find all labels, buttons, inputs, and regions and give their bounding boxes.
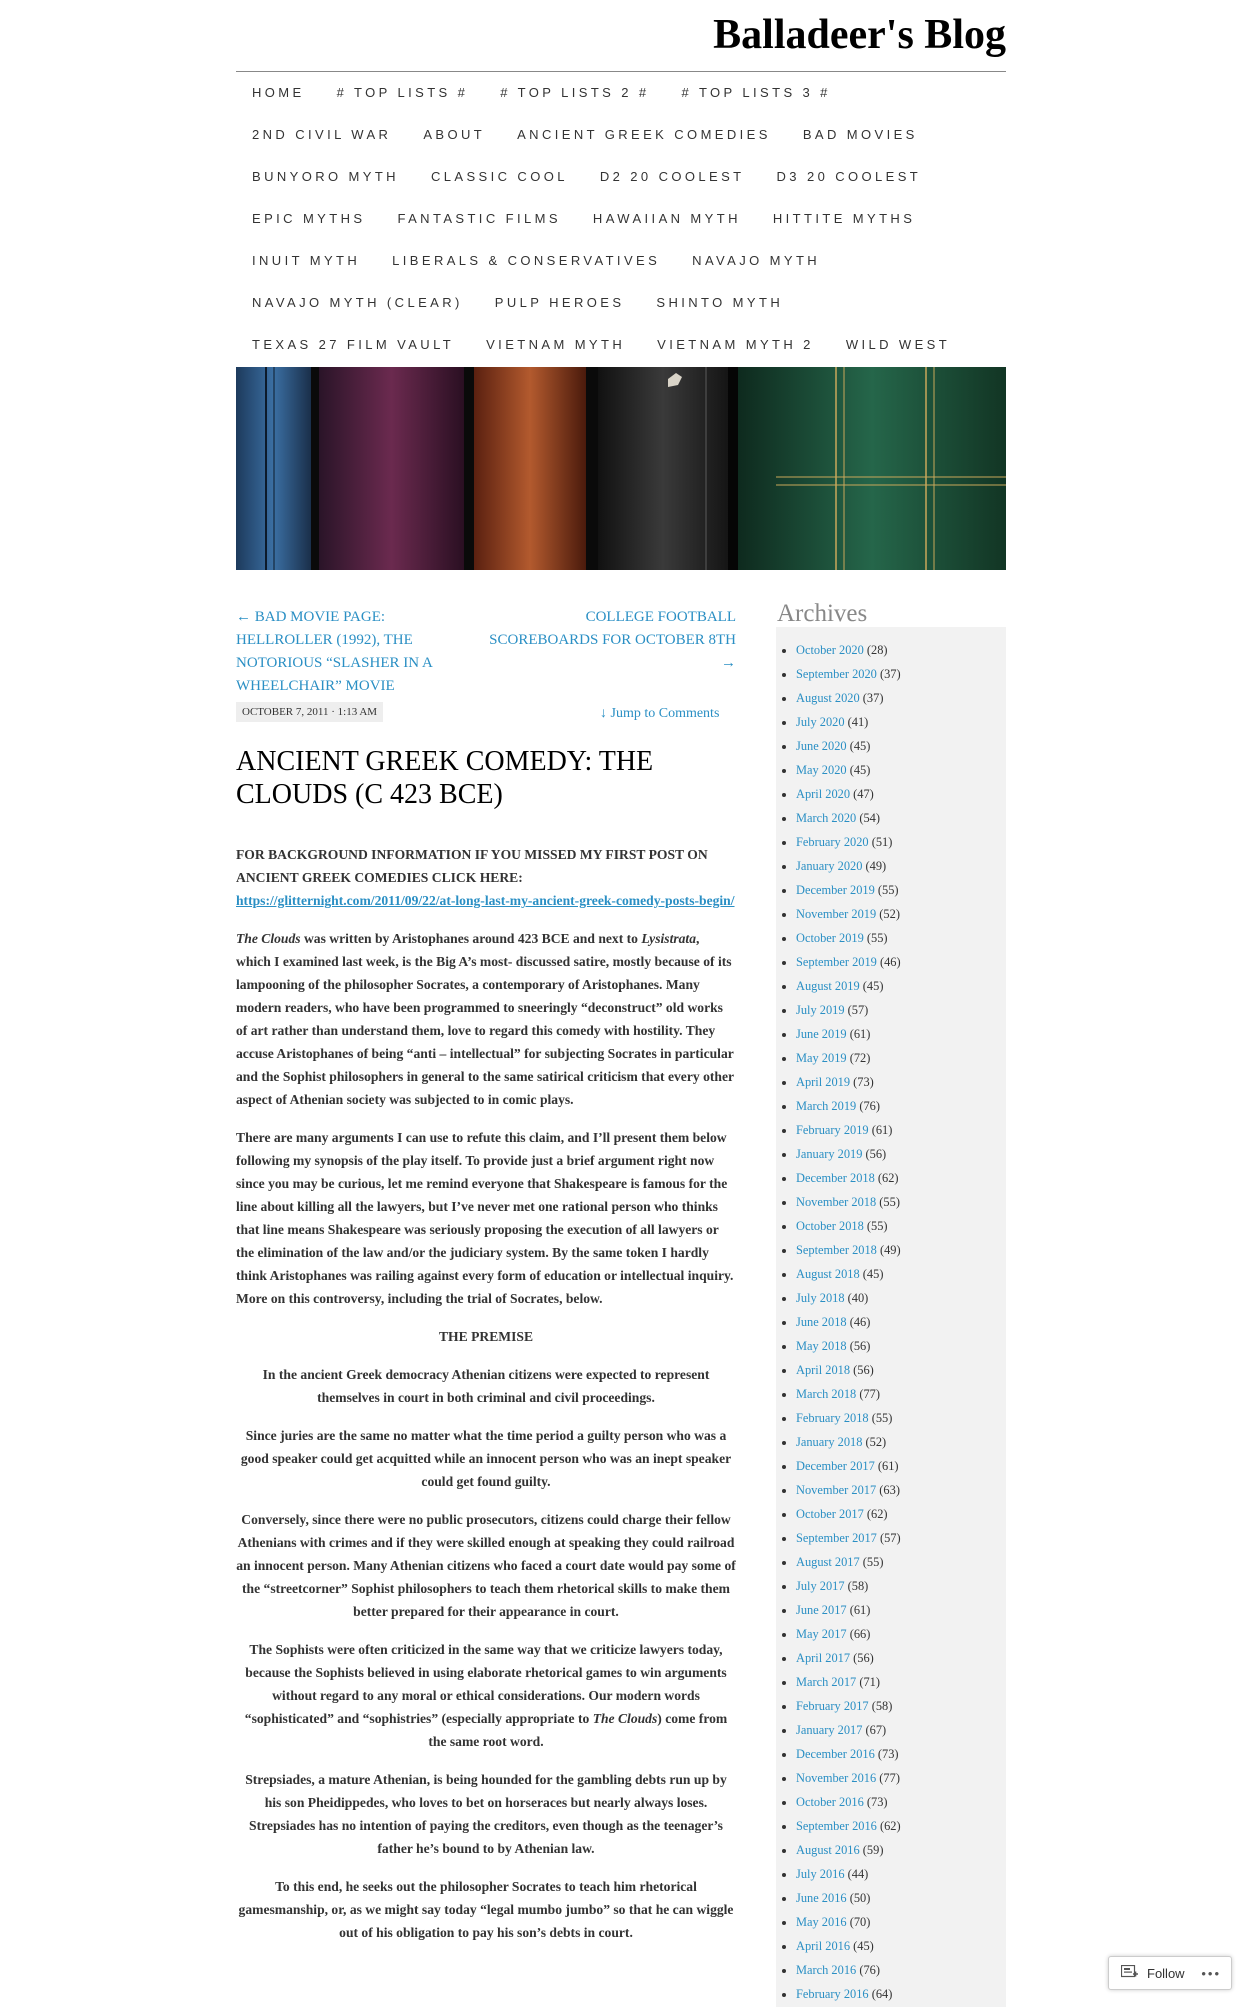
premise-paragraph-4 [236,1638,736,1753]
archive-month-link[interactable]: May 2018 [796,1339,847,1353]
archive-item [796,686,901,710]
archive-item [796,1526,901,1550]
archive-month-link[interactable]: August 2016 [796,1843,860,1857]
archive-month-link[interactable]: November 2018 [796,1195,877,1209]
archive-month-link[interactable]: January 2019 [796,1147,863,1161]
archive-month-link[interactable]: July 2016 [796,1867,845,1881]
archive-count: (62) [866,1507,888,1521]
intro-text: FOR BACKGROUND INFORMATION IF YOU MISSED MY FIRST POST ON ANCIENT GREEK COMEDIES CLICK HERE: [236,847,708,885]
archive-month-link[interactable]: November 2017 [796,1483,877,1497]
archives-title: Archives [777,600,868,627]
archive-count: (41) [847,715,869,729]
premise-paragraph-2: Since juries are the same no matter what the time period a guilty person who was a good speaker could get acquitted while an innocent person who was an inept speaker could get found guilty. [240,1428,732,1489]
nav-item[interactable]: LIBERALS & CONSERVATIVES [392,253,661,268]
archive-item [796,1214,901,1238]
follow-button[interactable] [1108,1956,1232,1990]
archive-item [796,1646,901,1670]
archive-month-link[interactable]: October 2020 [796,643,864,657]
archive-item [796,1046,901,1070]
archive-month-link[interactable]: March 2016 [796,1963,857,1977]
archive-item [796,1550,901,1574]
nav-item[interactable]: NAVAJO MYTH [692,253,821,268]
archive-count: (56) [853,1363,874,1377]
archive-item [796,926,901,950]
main-nav [236,72,1006,366]
archive-count: (61) [877,1459,899,1473]
archive-month-link[interactable]: August 2019 [796,979,860,993]
archive-item [796,1094,901,1118]
archive-month-link[interactable]: January 2020 [796,859,863,873]
archive-month-link[interactable]: June 2020 [796,739,847,753]
archive-item [796,1766,901,1790]
post-title: ANCIENT GREEK COMEDY: THE CLOUDS (C 423 BCE) [236,746,654,810]
archive-item [796,1070,901,1094]
archive-month-link[interactable]: March 2020 [796,811,857,825]
archive-item [796,638,901,662]
archive-month-link[interactable]: December 2016 [796,1747,875,1761]
archive-count: (28) [866,643,888,657]
archive-count: (61) [871,1123,893,1137]
archive-item [796,830,901,854]
archive-count: (46) [849,1315,871,1329]
archive-item [796,1790,901,1814]
premise-4-text-b: ) come from the same root word. [428,1711,728,1749]
archive-month-link[interactable]: April 2018 [796,1363,851,1377]
archive-item [796,1358,901,1382]
archive-month-link[interactable]: April 2019 [796,1075,851,1089]
archive-item [796,1958,901,1982]
archive-month-link[interactable]: March 2018 [796,1387,857,1401]
premise-heading: THE PREMISE [438,1329,534,1344]
nav-item[interactable]: VIETNAM MYTH [486,337,626,352]
archive-item [796,1334,901,1358]
archive-month-link[interactable]: October 2017 [796,1507,864,1521]
archive-item [796,782,901,806]
archive-count: (71) [859,1675,880,1689]
archive-count: (56) [865,1147,887,1161]
archive-count: (77) [859,1387,880,1401]
archive-month-link[interactable]: March 2017 [796,1675,857,1689]
archive-month-link[interactable]: November 2019 [796,907,877,921]
post-date: OCTOBER 7, 2011 · 1:13 AM [236,702,383,722]
archive-month-link[interactable]: February 2016 [796,1987,869,2001]
archive-month-link[interactable]: January 2018 [796,1435,863,1449]
archive-item [796,1502,901,1526]
nav-item[interactable]: HAWAIIAN MYTH [592,211,741,226]
archive-item [796,902,901,926]
archive-item [796,998,901,1022]
archive-month-link[interactable]: February 2018 [796,1411,869,1425]
archive-count: (59) [862,1843,884,1857]
archive-item [796,1142,901,1166]
archive-count: (54) [859,811,880,825]
archive-month-link[interactable]: July 2019 [796,1003,845,1017]
archive-month-link[interactable]: October 2016 [796,1795,864,1809]
archive-month-link[interactable]: March 2019 [796,1099,857,1113]
archive-item [796,1310,901,1334]
archive-item [796,1814,901,1838]
archive-count: (72) [849,1051,871,1065]
intro-paragraph [236,843,736,912]
archive-count: (73) [877,1747,899,1761]
archive-item [796,1406,901,1430]
archive-count: (58) [871,1699,893,1713]
archive-item [796,1166,901,1190]
archive-item [796,1838,901,1862]
nav-item[interactable]: 2ND CIVIL WAR [252,127,392,142]
archive-item [796,1886,901,1910]
archive-item [796,1190,901,1214]
archive-month-link[interactable]: February 2017 [796,1699,869,1713]
archive-count: (45) [853,1939,874,1953]
premise-4-text-a: The Sophists were often criticized in the same way that we criticize lawyers today, because the Sophists believed in using elaborate rhetorical games to win arguments without regard to any moral or ethical considerations. Our modern words “sophisticated” and “sophistries” (especially appropriate to [244,1642,727,1726]
archive-count: (67) [865,1723,887,1737]
archive-month-link[interactable]: September 2019 [796,955,877,969]
nav-item[interactable]: BAD MOVIES [802,127,918,142]
archive-item [796,1718,901,1742]
header-image-books [236,367,1006,570]
archive-count: (62) [877,1171,899,1185]
nav-item[interactable]: D3 20 COOLEST [776,169,922,184]
archive-month-link[interactable]: October 2018 [796,1219,864,1233]
nav-item[interactable]: ANCIENT GREEK COMEDIES [517,127,771,142]
archive-count: (58) [847,1579,869,1593]
archive-count: (63) [879,1483,900,1497]
archive-item [796,1934,901,1958]
archive-count: (57) [879,1531,901,1545]
nav-item[interactable]: BUNYORO MYTH [252,169,399,184]
archive-item [796,1622,901,1646]
archive-item [796,758,901,782]
archive-month-link[interactable]: April 2020 [796,787,851,801]
archive-month-link[interactable]: August 2018 [796,1267,860,1281]
archive-month-link[interactable]: June 2019 [796,1027,847,1041]
archive-month-link[interactable]: February 2020 [796,835,869,849]
nav-item[interactable]: HOME [252,85,305,100]
archive-count: (64) [871,1987,893,2001]
archive-item [796,662,901,686]
archive-month-link[interactable]: June 2016 [796,1891,847,1905]
play-title-clouds: The Clouds [592,1711,658,1726]
archive-count: (45) [849,739,871,753]
play-title-lysistrata: Lysistrata [641,931,697,946]
archive-count: (37) [879,667,901,681]
archive-count: (61) [849,1603,871,1617]
archive-month-link[interactable]: September 2016 [796,1819,877,1833]
follow-icon [1121,1965,1139,1981]
archive-count: (73) [866,1795,888,1809]
archive-count: (46) [879,955,901,969]
archive-count: (50) [849,1891,871,1905]
premise-paragraph-1: In the ancient Greek democracy Athenian citizens were expected to represent themselves in court in both criminal and civil proceedings. [262,1367,710,1405]
archive-count: (51) [871,835,893,849]
archive-item [796,1478,901,1502]
site-title[interactable]: Balladeer's Blog [713,12,1006,58]
archive-month-link[interactable]: October 2019 [796,931,864,945]
archive-month-link[interactable]: September 2017 [796,1531,877,1545]
archive-item [796,1454,901,1478]
archive-month-link[interactable]: August 2017 [796,1555,860,1569]
archive-count: (77) [879,1771,900,1785]
archive-month-link[interactable]: May 2019 [796,1051,847,1065]
premise-paragraph-6: To this end, he seeks out the philosopher Socrates to teach him rhetorical gamesmanship, or, as we might say today “legal mumbo jumbo” so that he can wiggle out of his obligation to pay his son’s debts in court. [238,1879,734,1940]
archive-item [796,1694,901,1718]
play-title: The Clouds [236,931,301,946]
archive-month-link[interactable]: December 2019 [796,883,875,897]
archive-count: (56) [853,1651,874,1665]
archive-count: (45) [862,979,884,993]
nav-item[interactable]: VIETNAM MYTH 2 [657,337,814,352]
archive-month-link[interactable]: August 2020 [796,691,860,705]
archive-item [796,854,901,878]
archive-count: (55) [877,883,899,897]
archive-count: (49) [865,859,887,873]
nav-item[interactable]: NAVAJO MYTH (CLEAR) [252,295,463,310]
archive-count: (55) [862,1555,884,1569]
more-options-icon[interactable]: ••• [1201,1965,1221,1981]
archive-month-link[interactable]: May 2017 [796,1627,847,1641]
paragraph-1-text-b: , which I examined last week, is the Big A’s most- discussed satire, mostly because of its lampooning of the philosopher Socrates, a contemporary of Aristophanes. Many modern readers, who have been programmed to sneeringly “deconstruct” old works of art rather than understand them, love to regard this comedy with hostility. They accuse Aristophanes of being “anti – intellectual” for subjecting Socrates in particular and the Sophist philosophers in general to the same satirical criticism that every other aspect of Athenian society was subjected to in comic plays. [236,931,734,1107]
archive-count: (62) [879,1819,901,1833]
archive-item [796,974,901,998]
nav-item[interactable]: D2 20 COOLEST [599,169,745,184]
archive-item [796,1262,901,1286]
archive-item [796,878,901,902]
nav-item[interactable]: WILD WEST [845,337,951,352]
archive-month-link[interactable]: January 2017 [796,1723,863,1737]
archive-count: (56) [849,1339,871,1353]
archive-count: (45) [862,1267,884,1281]
archive-count: (44) [847,1867,869,1881]
archive-count: (66) [849,1627,871,1641]
archive-month-link[interactable]: June 2017 [796,1603,847,1617]
archive-month-link[interactable]: July 2020 [796,715,845,729]
jump-to-comments-link[interactable]: ↓ Jump to Comments [600,706,720,721]
nav-item[interactable]: FANTASTIC FILMS [397,211,561,226]
archive-count: (73) [853,1075,874,1089]
archive-count: (55) [879,1195,900,1209]
archive-item [796,1574,901,1598]
paragraph-1-text-a: was written by Aristophanes around 423 BCE and next to [300,931,642,946]
background-post-link[interactable]: https://glitternight.com/2011/09/22/at-long-last-my-ancient-greek-comedy-posts-begin/ [236,893,735,908]
paragraph-1 [236,927,736,1111]
archive-month-link[interactable]: May 2020 [796,763,847,777]
archive-item [796,1022,901,1046]
archive-month-link[interactable]: April 2016 [796,1939,851,1953]
archive-count: (76) [859,1099,880,1113]
archive-count: (40) [847,1291,869,1305]
archive-count: (57) [847,1003,869,1017]
nav-item[interactable]: INUIT MYTH [252,253,361,268]
archive-month-link[interactable]: May 2016 [796,1915,847,1929]
archive-month-link[interactable]: June 2018 [796,1315,847,1329]
archive-count: (45) [849,763,871,777]
follow-label: Follow [1147,1965,1185,1981]
nav-item[interactable]: EPIC MYTHS [252,211,366,226]
archive-item [796,734,901,758]
archive-count: (61) [849,1027,871,1041]
archive-item [796,1982,901,2006]
archive-item [796,1862,901,1886]
archive-item [796,806,901,830]
archive-item [796,1118,901,1142]
nav-item[interactable]: TEXAS 27 FILM VAULT [252,337,455,352]
archive-month-link[interactable]: September 2020 [796,667,877,681]
archive-count: (55) [871,1411,893,1425]
archive-month-link[interactable]: July 2017 [796,1579,845,1593]
nav-item[interactable]: CLASSIC COOL [430,169,568,184]
archive-month-link[interactable]: April 2017 [796,1651,851,1665]
archive-month-link[interactable]: July 2018 [796,1291,845,1305]
archive-count: (55) [866,1219,888,1233]
paragraph-2: There are many arguments I can use to refute this claim, and I’ll present them below following my synopsis of the play itself. To provide just a brief argument right now since you may be curious, let me remind everyone that Shakespeare is famous for the line about killing all the lawyers, but I’ve never met one rational person who thinks that line means Shakespeare was seriously proposing the execution of all lawyers or the elimination of the law and/or the judiciary system. By the same token I hardly think Aristophanes was railing against every form of education or intellectual inquiry. More on this controversy, including the trial of Socrates, below. [236,1130,734,1306]
archive-month-link[interactable]: December 2018 [796,1171,875,1185]
archive-count: (37) [862,691,884,705]
nav-item[interactable]: # TOP LISTS 3 # [681,85,831,100]
nav-item[interactable]: # TOP LISTS 2 # [500,85,650,100]
next-post-link[interactable]: COLLEGE FOOTBALL SCOREBOARDS FOR OCTOBER 8TH → [489,609,736,671]
archive-month-link[interactable]: November 2016 [796,1771,877,1785]
archive-item [796,950,901,974]
archive-item [796,1598,901,1622]
previous-post-link[interactable]: ← BAD MOVIE PAGE: HELLROLLER (1992), THE NOTORIOUS “SLASHER IN A WHEELCHAIR” MOVIE [236,609,432,694]
archive-count: (47) [853,787,874,801]
archive-item [796,1910,901,1934]
archive-count: (52) [865,1435,887,1449]
nav-item[interactable]: # TOP LISTS # [336,85,469,100]
archive-count: (70) [849,1915,871,1929]
nav-item[interactable]: PULP HEROES [494,295,625,310]
nav-item[interactable]: HITTITE MYTHS [772,211,916,226]
nav-item[interactable]: SHINTO MYTH [656,295,784,310]
post-content [236,843,736,1959]
archive-item [796,1742,901,1766]
archive-item [796,1430,901,1454]
archive-item [796,1238,901,1262]
premise-paragraph-3: Conversely, since there were no public prosecutors, citizens could charge their fellow Athenians with crimes and if they were skilled enough at speaking they could railroad an innocent person. Many Athenian citizens who faced a court date would pay some of the “streetcorner” Sophist philosophers to teach them rhetorical skills to make them better prepared for their appearance in court. [236,1512,736,1619]
archive-item [796,1382,901,1406]
archive-count: (52) [879,907,900,921]
nav-item[interactable]: ABOUT [423,127,486,142]
archive-count: (76) [859,1963,880,1977]
archive-count: (55) [866,931,888,945]
archive-item [796,710,901,734]
archive-month-link[interactable]: September 2018 [796,1243,877,1257]
premise-paragraph-5: Strepsiades, a mature Athenian, is being hounded for the gambling debts run up by his son Pheidippedes, who loves to bet on horseraces but nearly always loses. Strepsiades has no intention of paying the creditors, even though as the teenager’s father he’s bound to by Athenian law. [245,1772,727,1856]
archive-month-link[interactable]: February 2019 [796,1123,869,1137]
archive-item [796,1670,901,1694]
archive-month-link[interactable]: December 2017 [796,1459,875,1473]
archive-count: (49) [879,1243,901,1257]
archive-item [796,1286,901,1310]
archives-list [796,638,901,2006]
